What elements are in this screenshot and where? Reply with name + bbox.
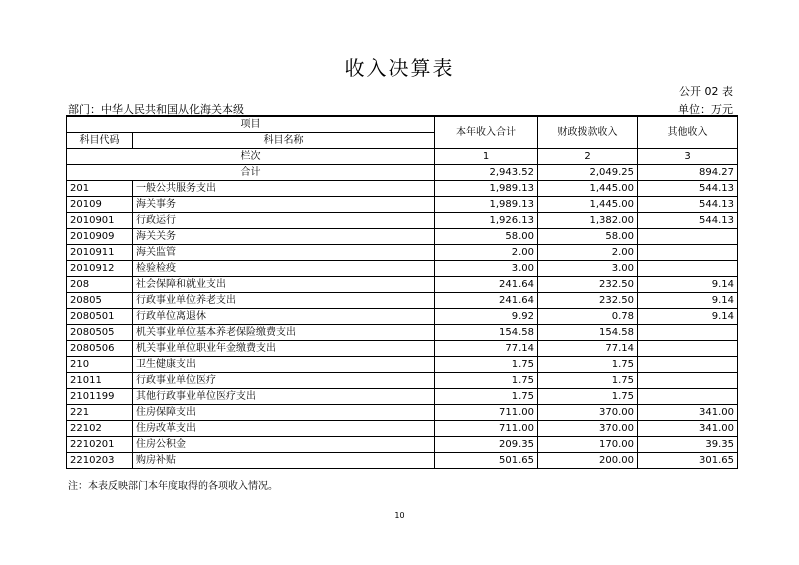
header-total-income: 本年收入合计: [435, 116, 538, 149]
total-fiscal-value: 2,049.25: [538, 165, 638, 181]
row-other-income: 9.14: [638, 293, 738, 309]
row-code: 201: [67, 181, 133, 197]
row-total-income: 3.00: [435, 261, 538, 277]
row-fiscal-income: 1,445.00: [538, 197, 638, 213]
row-other-income: 341.00: [638, 405, 738, 421]
row-name: 机关事业单位基本养老保险缴费支出: [133, 325, 435, 341]
row-other-income: [638, 325, 738, 341]
row-other-income: 544.13: [638, 197, 738, 213]
row-name: 卫生健康支出: [133, 357, 435, 373]
table-row: [67, 373, 738, 389]
row-fiscal-income: 1.75: [538, 373, 638, 389]
row-code: 2101199: [67, 389, 133, 405]
row-name: 机关事业单位职业年金缴费支出: [133, 341, 435, 357]
row-name: 检验检疫: [133, 261, 435, 277]
table-row: [67, 229, 738, 245]
row-name: 住房改革支出: [133, 421, 435, 437]
column-index-2: 2: [538, 149, 638, 165]
header-item: 项目: [67, 116, 435, 133]
row-other-income: 39.35: [638, 437, 738, 453]
row-total-income: 209.35: [435, 437, 538, 453]
row-total-income: 1.75: [435, 357, 538, 373]
table-row: [67, 197, 738, 213]
row-other-income: [638, 245, 738, 261]
row-fiscal-income: 58.00: [538, 229, 638, 245]
row-fiscal-income: 1.75: [538, 357, 638, 373]
row-name: 海关事务: [133, 197, 435, 213]
row-code: 208: [67, 277, 133, 293]
table-row: [67, 277, 738, 293]
row-other-income: 544.13: [638, 213, 738, 229]
table-row: [67, 341, 738, 357]
row-total-income: 9.92: [435, 309, 538, 325]
table-row: [67, 293, 738, 309]
row-fiscal-income: 1,382.00: [538, 213, 638, 229]
unit-label: 单位：万元: [678, 103, 733, 116]
department-label: 部门：中华人民共和国从化海关本级: [68, 103, 244, 116]
row-total-income: 501.65: [435, 453, 538, 469]
table-row: [67, 245, 738, 261]
row-fiscal-income: 232.50: [538, 293, 638, 309]
header-code: 科目代码: [67, 133, 133, 149]
page-number: 10: [394, 511, 405, 520]
row-code: 21011: [67, 373, 133, 389]
row-name: 购房补贴: [133, 453, 435, 469]
row-total-income: 1.75: [435, 373, 538, 389]
row-name: 住房公积金: [133, 437, 435, 453]
page-title: 收入决算表: [344, 56, 455, 80]
row-other-income: 341.00: [638, 421, 738, 437]
row-total-income: 1,989.13: [435, 181, 538, 197]
table-row: [67, 389, 738, 405]
row-code: 2210201: [67, 437, 133, 453]
table-row: [67, 261, 738, 277]
row-name: 行政事业单位医疗: [133, 373, 435, 389]
row-code: 2080505: [67, 325, 133, 341]
row-name: 社会保障和就业支出: [133, 277, 435, 293]
row-total-income: 154.58: [435, 325, 538, 341]
row-fiscal-income: 1,445.00: [538, 181, 638, 197]
row-fiscal-income: 370.00: [538, 405, 638, 421]
row-total-income: 77.14: [435, 341, 538, 357]
row-fiscal-income: 2.00: [538, 245, 638, 261]
row-code: 221: [67, 405, 133, 421]
footnote: 注：本表反映部门本年度取得的各项收入情况。: [68, 481, 278, 492]
row-name: 行政单位离退休: [133, 309, 435, 325]
row-total-income: 1.75: [435, 389, 538, 405]
row-total-income: 1,926.13: [435, 213, 538, 229]
table-row: [67, 181, 738, 197]
form-number: 公开 02 表: [679, 85, 733, 98]
row-other-income: 544.13: [638, 181, 738, 197]
row-total-income: 711.00: [435, 405, 538, 421]
income-table: [66, 115, 738, 469]
row-name: 海关监管: [133, 245, 435, 261]
table-body: [67, 181, 738, 469]
column-index-label: 栏次: [67, 149, 435, 165]
row-total-income: 1,989.13: [435, 197, 538, 213]
row-name: 行政事业单位养老支出: [133, 293, 435, 309]
row-other-income: [638, 389, 738, 405]
column-index-3: 3: [638, 149, 738, 165]
header-fiscal-income: 财政拨款收入: [538, 116, 638, 149]
table-row: [67, 405, 738, 421]
row-code: 2010909: [67, 229, 133, 245]
table-row: [67, 325, 738, 341]
row-total-income: 241.64: [435, 277, 538, 293]
row-total-income: 241.64: [435, 293, 538, 309]
total-other-value: 894.27: [638, 165, 738, 181]
header-other-income: 其他收入: [638, 116, 738, 149]
row-fiscal-income: 0.78: [538, 309, 638, 325]
row-code: 2080501: [67, 309, 133, 325]
row-code: 2010911: [67, 245, 133, 261]
row-code: 2010901: [67, 213, 133, 229]
row-code: 20805: [67, 293, 133, 309]
total-income-value: 2,943.52: [435, 165, 538, 181]
row-name: 海关关务: [133, 229, 435, 245]
table-row: [67, 453, 738, 469]
table-row: [67, 213, 738, 229]
row-code: 2210203: [67, 453, 133, 469]
table-row: [67, 309, 738, 325]
row-fiscal-income: 3.00: [538, 261, 638, 277]
row-total-income: 2.00: [435, 245, 538, 261]
row-fiscal-income: 200.00: [538, 453, 638, 469]
row-code: 2080506: [67, 341, 133, 357]
row-code: 210: [67, 357, 133, 373]
table-row: [67, 437, 738, 453]
row-code: 2010912: [67, 261, 133, 277]
row-name: 行政运行: [133, 213, 435, 229]
total-label: 合计: [67, 165, 435, 181]
table-row: [67, 357, 738, 373]
row-name: 其他行政事业单位医疗支出: [133, 389, 435, 405]
row-fiscal-income: 170.00: [538, 437, 638, 453]
header-name: 科目名称: [133, 133, 435, 149]
row-other-income: 9.14: [638, 309, 738, 325]
row-fiscal-income: 154.58: [538, 325, 638, 341]
table-row: [67, 421, 738, 437]
row-name: 一般公共服务支出: [133, 181, 435, 197]
row-fiscal-income: 232.50: [538, 277, 638, 293]
row-fiscal-income: 1.75: [538, 389, 638, 405]
row-other-income: [638, 229, 738, 245]
row-other-income: 9.14: [638, 277, 738, 293]
row-code: 22102: [67, 421, 133, 437]
row-other-income: [638, 357, 738, 373]
row-other-income: [638, 373, 738, 389]
row-name: 住房保障支出: [133, 405, 435, 421]
row-total-income: 58.00: [435, 229, 538, 245]
row-other-income: [638, 261, 738, 277]
column-index-1: 1: [435, 149, 538, 165]
row-fiscal-income: 77.14: [538, 341, 638, 357]
row-other-income: [638, 341, 738, 357]
row-other-income: 301.65: [638, 453, 738, 469]
row-code: 20109: [67, 197, 133, 213]
row-total-income: 711.00: [435, 421, 538, 437]
row-fiscal-income: 370.00: [538, 421, 638, 437]
